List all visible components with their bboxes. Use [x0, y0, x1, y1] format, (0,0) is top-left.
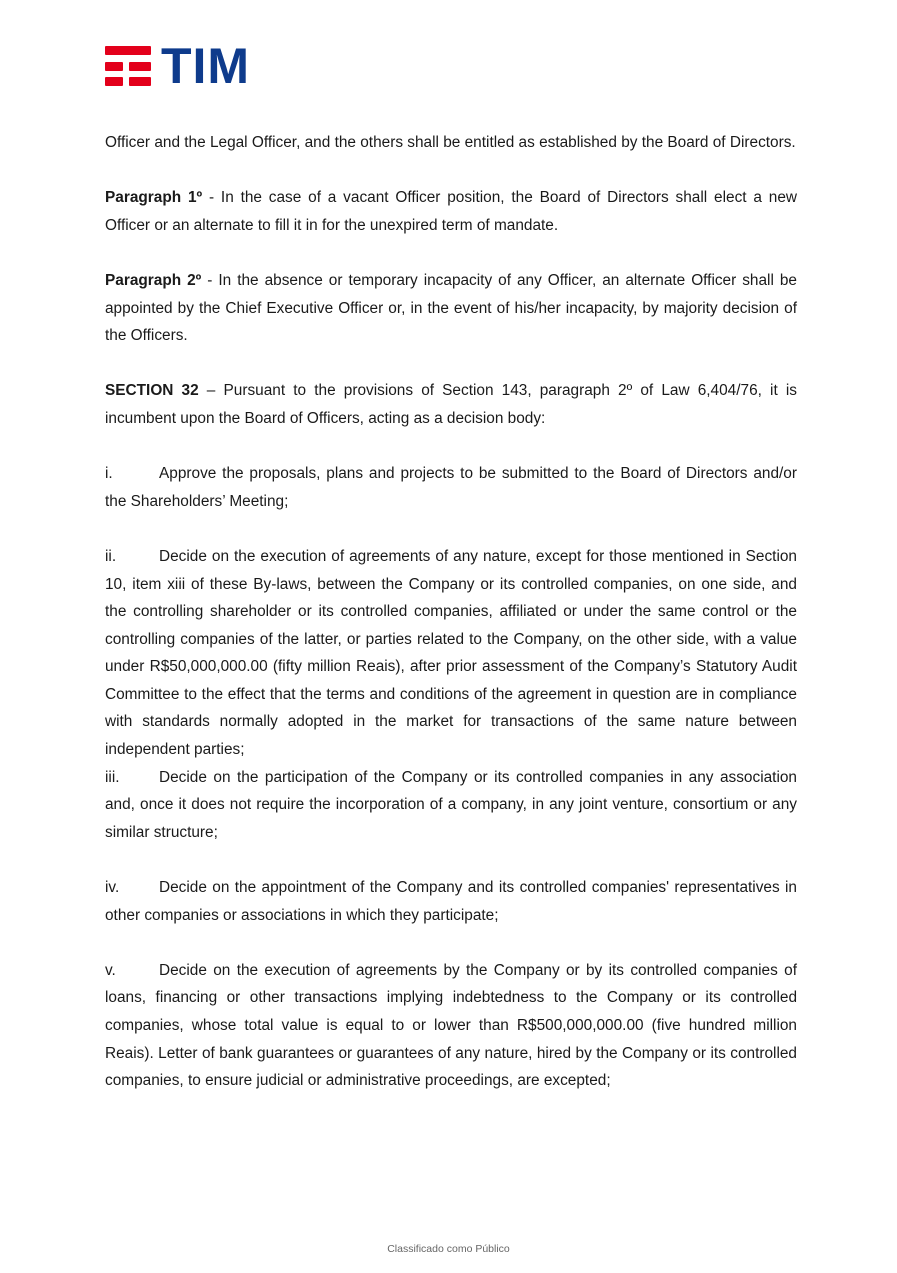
tim-logo-icon: [105, 46, 151, 86]
paragraph-1-text: - In the case of a vacant Officer position, the Board of Directors shall elect a new Officer or an alternate to fill it in for the unexpired term of mandate.: [105, 189, 797, 234]
paragraph-2-label: Paragraph 2º: [105, 271, 202, 289]
intro-paragraph: Officer and the Legal Officer, and the others shall be entitled as established by the Board of Directors.: [105, 134, 796, 151]
paragraph-1: [105, 184, 797, 239]
list-item: [105, 874, 797, 929]
paragraph-2-text: - In the absence or temporary incapacity of any Officer, an alternate Officer shall be appointed by the Chief Executive Officer or, in the event of his/her incapacity, by majority decision of the Officers.: [105, 271, 797, 345]
list-item-number: iii.: [105, 768, 120, 786]
section-32-label: SECTION 32: [105, 382, 199, 400]
list-item: [105, 543, 797, 764]
tim-logo-text: TIM: [161, 38, 251, 94]
section-32-text: – Pursuant to the provisions of Section 143, paragraph 2º of Law 6,404/76, it is incumbent upon the Board of Officers, acting as a decision body:: [105, 382, 797, 427]
list-item-text: Decide on the appointment of the Company and its controlled companies' representatives in other companies or associations in which they participate;: [105, 879, 797, 924]
list-item: [105, 764, 797, 847]
list-item-text: Approve the proposals, plans and projects to be submitted to the Board of Directors and/or the Shareholders’ Meeting;: [105, 465, 797, 510]
section-32: [105, 377, 797, 432]
list-item: [105, 957, 797, 1095]
list-item-number: v.: [105, 961, 116, 979]
classification-footer: Classificado como Público: [387, 1243, 510, 1255]
list-item-number: ii.: [105, 547, 117, 565]
document-body: [105, 129, 797, 1095]
paragraph-1-label: Paragraph 1º: [105, 189, 203, 207]
list-item-number: iv.: [105, 879, 120, 897]
list-item-number: i.: [105, 465, 113, 483]
list-item: [105, 460, 797, 515]
tim-logo: [105, 38, 251, 94]
paragraph-2: [105, 267, 797, 350]
list-item-text: Decide on the execution of agreements of any nature, except for those mentioned in Section 10, item xiii of these By-laws, between the Company or its controlled companies, on one side, and the controlling shareholder or its controlled companies, affiliated or under the same control or the controlling companies of the latter, or parties related to the Company, on the other side, with a value under R$50,000,000.00 (fifty million Reais), after prior assessment of the Company’s Statutory Audit Committee to the effect that the terms and conditions of the agreement in question are in compliance with standards normally adopted in the market for transactions of the same nature between independent parties;: [105, 547, 797, 759]
list-item-text: Decide on the execution of agreements by the Company or by its controlled companies of loans, financing or other transactions implying indebtedness to the Company or its controlled companies, whose total value is equal to or lower than R$500,000,000.00 (five hundred million Reais). Letter of bank guarantees or guarantees of any nature, hired by the Company or its controlled companies, to ensure judicial or administrative proceedings, are excepted;: [105, 961, 797, 1090]
list-item-text: Decide on the participation of the Company or its controlled companies in any association and, once it does not require the incorporation of a company, in any joint venture, consortium or any similar structure;: [105, 768, 797, 841]
